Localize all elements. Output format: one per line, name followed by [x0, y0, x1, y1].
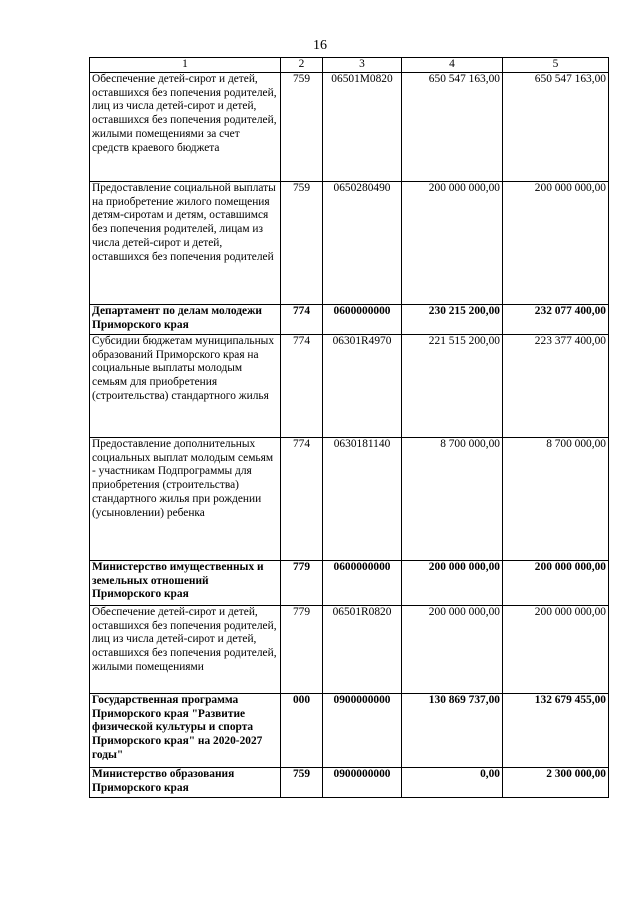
- row-code: 000: [281, 694, 323, 768]
- row-amount-2: 223 377 400,00: [503, 335, 609, 438]
- row-name: Обеспечение детей-сирот и детей, оставшихся без попечения родителей, лиц из числа детей-сирот и детей, оставшихся без попечения родителей, жилыми помещениями: [90, 606, 281, 694]
- row-target-code: 06301R4970: [323, 335, 402, 438]
- row-amount-1: 130 869 737,00: [402, 694, 503, 768]
- budget-table: [89, 57, 609, 798]
- table-row: [90, 335, 609, 438]
- row-amount-1: 200 000 000,00: [402, 561, 503, 606]
- row-name: Министерство имущественных и земельных отношений Приморского края: [90, 561, 281, 606]
- row-target-code: 0900000000: [323, 768, 402, 798]
- row-amount-1: 200 000 000,00: [402, 606, 503, 694]
- column-header: 4: [402, 58, 503, 73]
- row-name: Обеспечение детей-сирот и детей, оставшихся без попечения родителей, лиц из числа детей-сирот и детей, оставшихся без попечения родителей, жилыми помещениями за счет средств краевого бюджета: [90, 73, 281, 182]
- column-header: 5: [503, 58, 609, 73]
- row-target-code: 06501R0820: [323, 606, 402, 694]
- row-amount-1: 221 515 200,00: [402, 335, 503, 438]
- row-name: Государственная программа Приморского края "Развитие физической культуры и спорта Приморского края" на 2020-2027 годы": [90, 694, 281, 768]
- table-header-row: [90, 58, 609, 73]
- row-amount-1: 200 000 000,00: [402, 182, 503, 305]
- row-code: 779: [281, 606, 323, 694]
- row-code: 774: [281, 335, 323, 438]
- row-code: 779: [281, 561, 323, 606]
- row-amount-2: 8 700 000,00: [503, 438, 609, 561]
- row-target-code: 0600000000: [323, 305, 402, 335]
- table-row: [90, 606, 609, 694]
- row-amount-1: 0,00: [402, 768, 503, 798]
- row-amount-1: 230 215 200,00: [402, 305, 503, 335]
- table-row: [90, 73, 609, 182]
- row-amount-2: 200 000 000,00: [503, 561, 609, 606]
- row-target-code: 06501М0820: [323, 73, 402, 182]
- page-number: 16: [313, 38, 327, 53]
- row-name: Предоставление социальной выплаты на приобретение жилого помещения детям-сиротам и детям, оставшимся без попечения родителей, лицам из числа детей-сирот и детей, оставшихся без попечения родителей: [90, 182, 281, 305]
- row-amount-2: 200 000 000,00: [503, 182, 609, 305]
- row-amount-2: 200 000 000,00: [503, 606, 609, 694]
- row-amount-2: 132 679 455,00: [503, 694, 609, 768]
- row-target-code: 0650280490: [323, 182, 402, 305]
- column-header: 2: [281, 58, 323, 73]
- row-code: 774: [281, 305, 323, 335]
- column-header: 1: [90, 58, 281, 73]
- row-name: Субсидии бюджетам муниципальных образований Приморского края на социальные выплаты молодым семьям для приобретения (строительства) стандартного жилья: [90, 335, 281, 438]
- row-amount-2: 650 547 163,00: [503, 73, 609, 182]
- row-amount-1: 8 700 000,00: [402, 438, 503, 561]
- table-row: [90, 694, 609, 768]
- row-target-code: 0900000000: [323, 694, 402, 768]
- table-row: [90, 561, 609, 606]
- column-header: 3: [323, 58, 402, 73]
- row-name: Департамент по делам молодежи Приморского края: [90, 305, 281, 335]
- table-row: [90, 305, 609, 335]
- row-code: 759: [281, 73, 323, 182]
- row-name: Министерство образования Приморского края: [90, 768, 281, 798]
- table-row: [90, 182, 609, 305]
- row-code: 759: [281, 182, 323, 305]
- row-name: Предоставление дополнительных социальных выплат молодым семьям - участникам Подпрограммы для приобретения (строительства) стандартного жилья при рождении (усыновлении) ребенка: [90, 438, 281, 561]
- row-amount-2: 2 300 000,00: [503, 768, 609, 798]
- row-amount-1: 650 547 163,00: [402, 73, 503, 182]
- row-amount-2: 232 077 400,00: [503, 305, 609, 335]
- row-code: 759: [281, 768, 323, 798]
- table-row: [90, 768, 609, 798]
- table-row: [90, 438, 609, 561]
- row-target-code: 0600000000: [323, 561, 402, 606]
- row-code: 774: [281, 438, 323, 561]
- row-target-code: 0630181140: [323, 438, 402, 561]
